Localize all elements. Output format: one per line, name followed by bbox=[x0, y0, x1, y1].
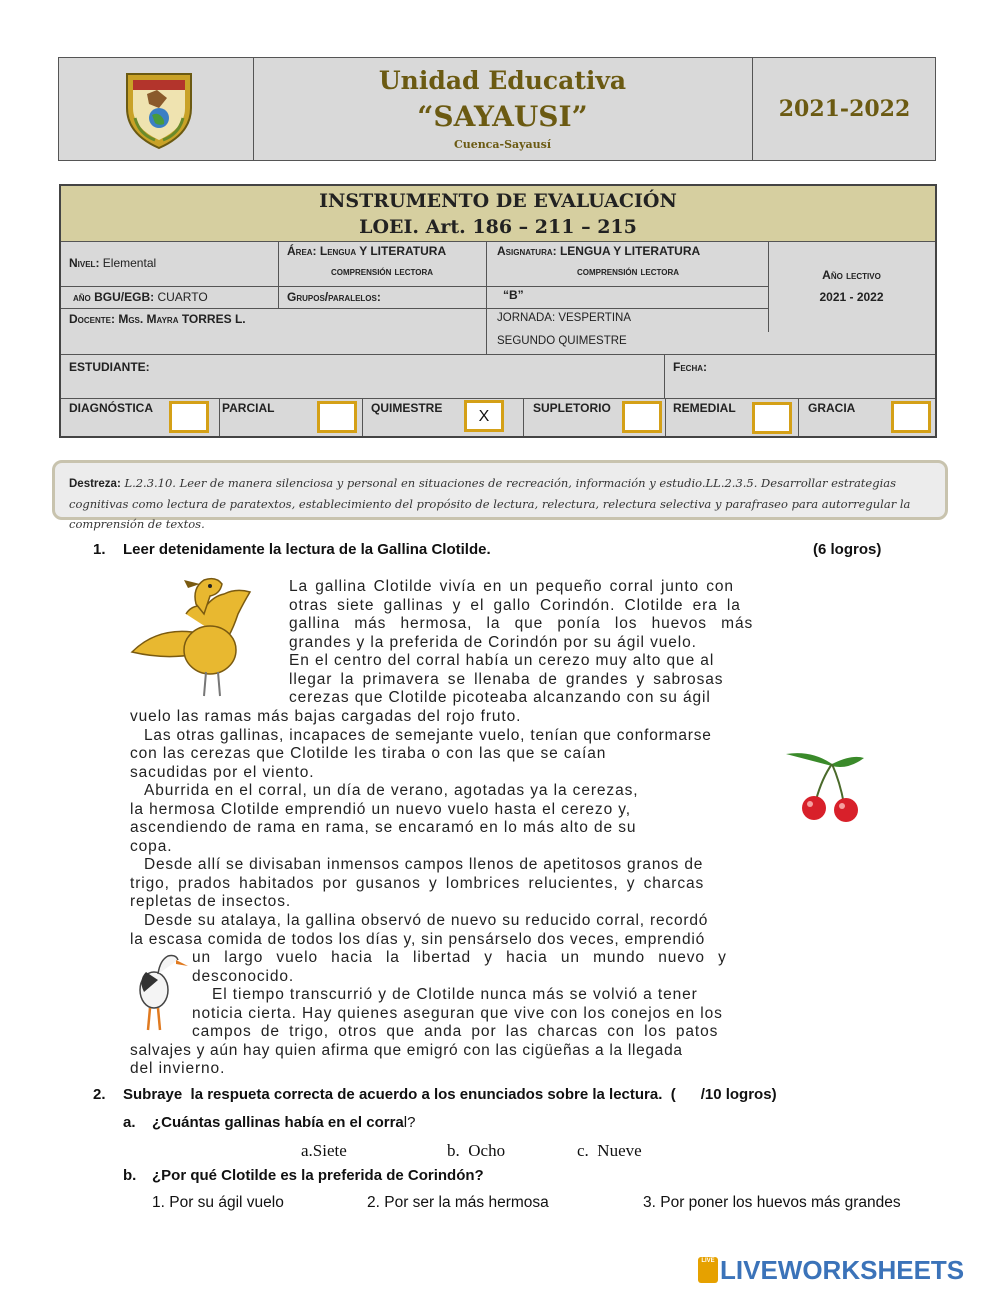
fecha-label: Fecha: bbox=[673, 360, 707, 374]
cherries-icon bbox=[782, 748, 868, 824]
nivel-value: Elemental bbox=[102, 256, 157, 270]
q2b-text: ¿Por qué Clotilde es la preferida de Corindón? bbox=[152, 1167, 484, 1184]
story-line: la hermosa Clotilde emprendió un nuevo vuelo hasta el cerezo y, bbox=[130, 801, 632, 818]
q2a-option-a[interactable]: a.Siete bbox=[301, 1141, 347, 1160]
story-line: del invierno. bbox=[130, 1060, 226, 1077]
q2a-tail: l? bbox=[403, 1114, 416, 1131]
hen-illustration-icon bbox=[126, 574, 282, 706]
q1-text: Leer detenidamente la lectura de la Gallina Clotilde. bbox=[123, 541, 491, 558]
grupos-value: “B” bbox=[503, 288, 524, 302]
year-cell bbox=[752, 58, 936, 160]
story-line: ascendiendo de rama en rama, se encaramó en lo más alto de su bbox=[130, 819, 637, 836]
story-line: la escasa comida de todos los días y, sin pensárselo dos veces, emprendió bbox=[130, 931, 706, 948]
destreza-box bbox=[52, 460, 948, 531]
area-label: Área: Lengua Y LITERATURA bbox=[287, 244, 447, 258]
brand-badge: LIVE bbox=[698, 1257, 718, 1283]
story-line: cerezas que Clotilde picoteaba alcanzando con su ágil bbox=[289, 689, 711, 706]
school-name-line1: Unidad Educativa bbox=[378, 66, 627, 95]
destreza-label: Destreza: bbox=[69, 478, 121, 490]
type-remedial-checkbox[interactable] bbox=[752, 402, 792, 434]
destreza-text: L.2.3.10. Leer de manera silenciosa y personal en situaciones de recreación, información y estudio.LL.2.3.5. Desarrollar estrategias cognitivas como lectura de paratextos, establecimiento del propósito de lectura, relectura, relectura selectiva y parafraseo para autorregular la comprensión de textos. bbox=[69, 476, 911, 531]
grado-label: año BGU/EGB: bbox=[73, 290, 155, 304]
story-line: Las otras gallinas, incapaces de semejante vuelo, tenían que conformarse bbox=[144, 727, 712, 744]
story-line: desconocido. bbox=[192, 968, 295, 985]
story-line: Desde allí se divisaban inmensos campos llenos de apetitosos granos de bbox=[144, 856, 704, 873]
story-line: repletas de insectos. bbox=[130, 893, 292, 910]
jornada-field: JORNADA: VESPERTINA bbox=[497, 312, 631, 324]
story-line: salvajes y aún hay quien afirma que emigró con las cigüeñas a la llegada bbox=[130, 1042, 683, 1059]
story-line: llegar la primavera se llenaba de grandes y sabrosas bbox=[289, 671, 724, 688]
school-crest-icon bbox=[119, 68, 199, 150]
asignatura-sub: comprensión lectora bbox=[576, 266, 680, 278]
type-supletorio-label: SUPLETORIO bbox=[533, 401, 611, 415]
story-line: otras siete gallinas y el gallo Corindón. Clotilde era la bbox=[289, 597, 741, 614]
anio-lectivo-value: 2021 - 2022 bbox=[819, 290, 884, 304]
q2a-question bbox=[152, 1114, 415, 1131]
type-quimestre-label: QUIMESTRE bbox=[371, 401, 443, 415]
q2a-letter: a. bbox=[123, 1114, 136, 1131]
type-gracia-checkbox[interactable] bbox=[891, 401, 931, 433]
type-diagnostica-label: DIAGNÓSTICA bbox=[69, 401, 153, 415]
evaluation-title-line2: LOEI. Art. 186 – 211 – 215 bbox=[359, 216, 637, 238]
q1-points: (6 logros) bbox=[813, 541, 882, 558]
story-line: Aburrida en el corral, un día de verano, agotadas ya la cerezas, bbox=[144, 782, 639, 799]
type-supletorio-checkbox[interactable] bbox=[622, 401, 662, 433]
type-remedial-label: REMEDIAL bbox=[673, 401, 736, 415]
evaluation-title-line1: INSTRUMENTO DE EVALUACIÓN bbox=[319, 190, 677, 212]
quimestre-field: SEGUNDO QUIMESTRE bbox=[497, 335, 627, 347]
q2-number: 2. bbox=[93, 1086, 106, 1103]
q2b-option-1[interactable]: 1. Por su ágil vuelo bbox=[152, 1194, 284, 1211]
story-line: vuelo las ramas más bajas cargadas del rojo fruto. bbox=[130, 708, 522, 725]
grupos-label: Grupos/paralelos: bbox=[287, 290, 381, 304]
brand-name: LIVEWORKSHEETS bbox=[720, 1254, 965, 1285]
story-line: La gallina Clotilde vivía en un pequeño corral junto con bbox=[289, 578, 734, 595]
grado-field bbox=[73, 290, 208, 304]
q2a-option-c[interactable]: c. Nueve bbox=[577, 1141, 642, 1160]
story-line: grandes y la preferida de Corindón por su ágil vuelo. bbox=[289, 634, 697, 651]
q2b-letter: b. bbox=[123, 1167, 137, 1184]
nivel-field bbox=[69, 256, 156, 270]
stork-illustration-icon bbox=[128, 950, 190, 1034]
q1-number: 1. bbox=[93, 541, 106, 558]
story-line: con las cerezas que Clotilde les tiraba o con las que se caían bbox=[130, 745, 607, 762]
evaluation-title bbox=[61, 186, 935, 242]
area-sub: comprensión lectora bbox=[330, 266, 434, 278]
school-header bbox=[58, 57, 936, 161]
docente-field: Docente: Mgs. Mayra TORRES L. bbox=[69, 312, 246, 326]
story-line: un largo vuelo hacia la libertad y hacia un mundo nuevo y bbox=[192, 949, 727, 966]
school-name-line2: “SAYAUSI” bbox=[417, 100, 588, 133]
school-city: Cuenca-Sayausí bbox=[453, 138, 552, 151]
story-line: sacudidas por el viento. bbox=[130, 764, 315, 781]
nivel-label: Nivel: bbox=[69, 256, 100, 270]
estudiante-label: ESTUDIANTE: bbox=[69, 360, 150, 374]
story-line: gallina más hermosa, la que ponía los huevos más bbox=[289, 615, 754, 632]
q2b-option-2[interactable]: 2. Por ser la más hermosa bbox=[367, 1194, 549, 1211]
story-line: Desde su atalaya, la gallina observó de nuevo su reducido corral, recordó bbox=[144, 912, 709, 929]
type-diagnostica-checkbox[interactable] bbox=[169, 401, 209, 433]
q2a-text: ¿Cuántas gallinas había en el corra bbox=[152, 1114, 404, 1131]
liveworksheets-logo bbox=[698, 1256, 964, 1284]
story-line: El tiempo transcurrió y de Clotilde nunca más se volvió a tener bbox=[212, 986, 698, 1003]
q2a-option-b[interactable]: b. Ocho bbox=[447, 1141, 506, 1160]
type-quimestre-checkbox[interactable]: X bbox=[464, 400, 504, 432]
logo-cell bbox=[59, 58, 254, 160]
evaluation-table bbox=[59, 184, 937, 438]
story-line: En el centro del corral había un cerezo muy alto que al bbox=[289, 652, 715, 669]
q2b-option-3[interactable]: 3. Por poner los huevos más grandes bbox=[643, 1194, 901, 1211]
type-parcial-label: PARCIAL bbox=[222, 401, 275, 415]
story-line: trigo, prados habitados por gusanos y lombrices relucientes, y charcas bbox=[130, 875, 705, 892]
anio-lectivo-label: Año lectivo bbox=[822, 268, 881, 282]
q2-text: Subraye la respueta correcta de acuerdo a los enunciados sobre la lectura. ( /10 logros) bbox=[123, 1086, 777, 1103]
asignatura-label: Asignatura: LENGUA Y LITERATURA bbox=[497, 244, 701, 258]
header-year: 2021-2022 bbox=[778, 96, 911, 122]
type-gracia-label: GRACIA bbox=[808, 401, 856, 415]
story-line: copa. bbox=[130, 838, 173, 855]
story-line: noticia cierta. Hay quienes aseguran que vive con los conejos en los bbox=[192, 1005, 723, 1022]
grado-value: CUARTO bbox=[157, 290, 208, 304]
story-line: campos de trigo, otros que anda por las charcas con los patos bbox=[192, 1023, 719, 1040]
type-parcial-checkbox[interactable] bbox=[317, 401, 357, 433]
